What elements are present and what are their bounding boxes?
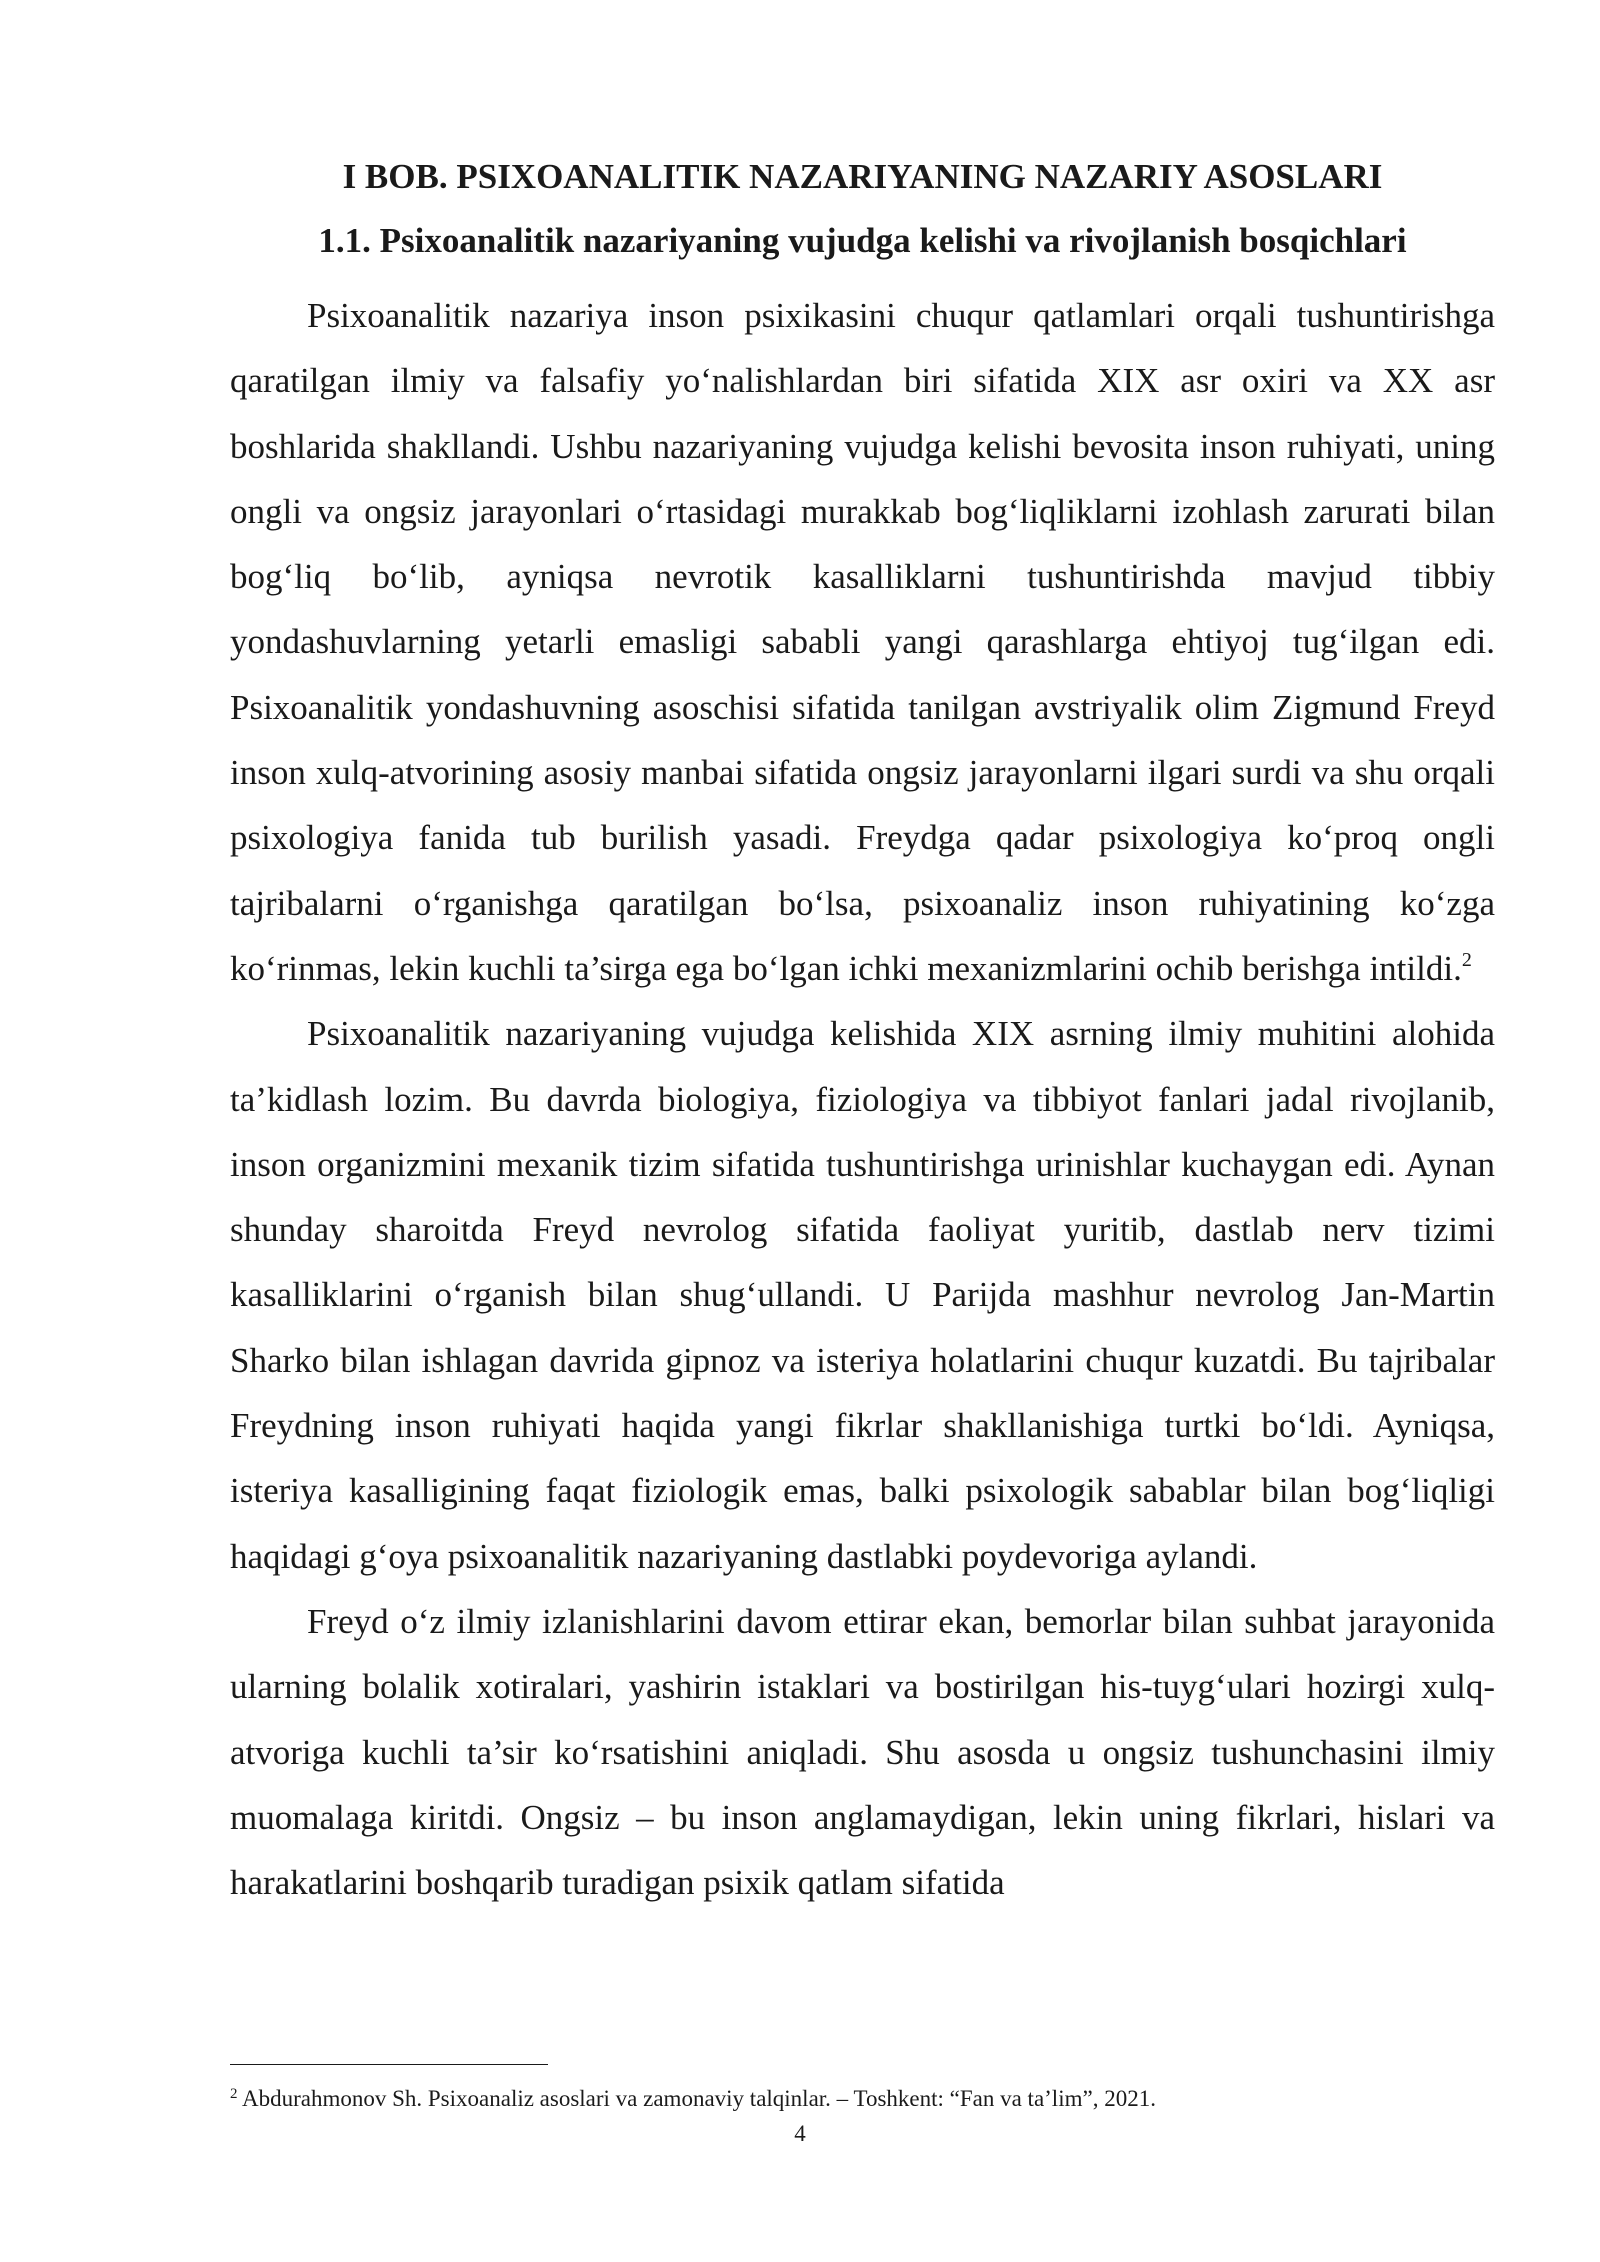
footnote-number: 2 — [230, 2086, 238, 2102]
body-text — [230, 283, 1495, 1915]
paragraph — [230, 283, 1495, 1001]
page-number: 4 — [794, 2121, 806, 2146]
paragraph — [230, 1589, 1495, 1915]
section-title: 1.1. Psixoanalitik nazariyaning vujudga kelishi va rivojlanish bosqichlari — [318, 221, 1407, 260]
paragraph-text: Freyd o‘z ilmiy izlanishlarini davom ettirar ekan, bemorlar bilan suhbat jarayonida ularning bolalik xotiralari, yashirin istaklari va bostirilgan his-tuyg‘ulari hozirgi xulq-atvoriga kuchli ta’sir ko‘rsatishini aniqladi. Shu asosda u ongsiz tushunchasini ilmiy muomalaga kiritdi. Ongsiz – bu inson anglamaydigan, lekin uning fikrlari, hislari va harakatlarini boshqarib turadigan psixik qatlam sifatida — [230, 1601, 1495, 1903]
chapter-title: I BOB. PSIXOANALITIK NAZARIYANING NAZARIY ASOSLARI — [342, 157, 1383, 196]
footnote-separator — [230, 2064, 548, 2065]
footnote — [230, 2084, 1495, 2114]
footnote-reference[interactable]: 2 — [1461, 948, 1472, 971]
footnote-text: Abdurahmonov Sh. Psixoanaliz asoslari va zamonaviy talqinlar. – Toshkent: “Fan va ta’lim”, 2021. — [237, 2086, 1156, 2111]
paragraph-text: Psixoanalitik nazariyaning vujudga kelishida XIX asrning ilmiy muhitini alohida ta’kidlash lozim. Bu davrda biologiya, fiziologiya va tibbiyot fanlari jadal rivojlanib, inson organizmini mexanik tizim sifatida tushuntirishga urinishlar kuchaygan edi. Aynan shunday sharoitda Freyd nevrolog sifatida faoliyat yuritib, dastlab nerv tizimi kasalliklarini o‘rganish bilan shug‘ullandi. U Parijda mashhur nevrolog Jan-Martin Sharko bilan ishlagan davrida gipnoz va isteriya holatlarini chuqur kuzatdi. Bu tajribalar Freydning inson ruhiyati haqida yangi fikrlar shakllanishiga turtki bo‘ldi. Ayniqsa, isteriya kasalligining faqat fiziologik emas, balki psixologik sabablar bilan bog‘liqligi haqidagi g‘oya psixoanalitik nazariyaning dastlabki poydevoriga aylandi. — [230, 1014, 1495, 1576]
paragraph-text: Psixoanalitik nazariya inson psixikasini chuqur qatlamlari orqali tushuntirishga qaratilgan ilmiy va falsafiy yo‘nalishlardan biri sifatida XIX asr oxiri va XX asr boshlarida shakllandi. Ushbu nazariyaning vujudga kelishi bevosita inson ruhiyati, uning ongli va ongsiz jarayonlari o‘rtasidagi murakkab bog‘liqliklarni izohlash zarurati bilan bog‘liq bo‘lib, ayniqsa nevrotik kasalliklarni tushuntirishda mavjud tibbiy yondashuvlarning yetarli emasligi sababli yangi qarashlarga ehtiyoj tug‘ilgan edi. Psixoanalitik yondashuvning asoschisi sifatida tanilgan avstriyalik olim Zigmund Freyd inson xulq-atvorining asosiy manbai sifatida ongsiz jarayonlarni ilgari surdi va shu orqali psixologiya fanida tub burilish yasadi. Freydga qadar psixologiya ko‘proq ongli tajribalarni o‘rganishga qaratilgan bo‘lsa, psixoanaliz inson ruhiyatining ko‘zga ko‘rinmas, lekin kuchli ta’sirga ega bo‘lgan ichki mexanizmlarini ochib berishga intildi. — [230, 296, 1495, 988]
paragraph — [230, 1001, 1495, 1589]
